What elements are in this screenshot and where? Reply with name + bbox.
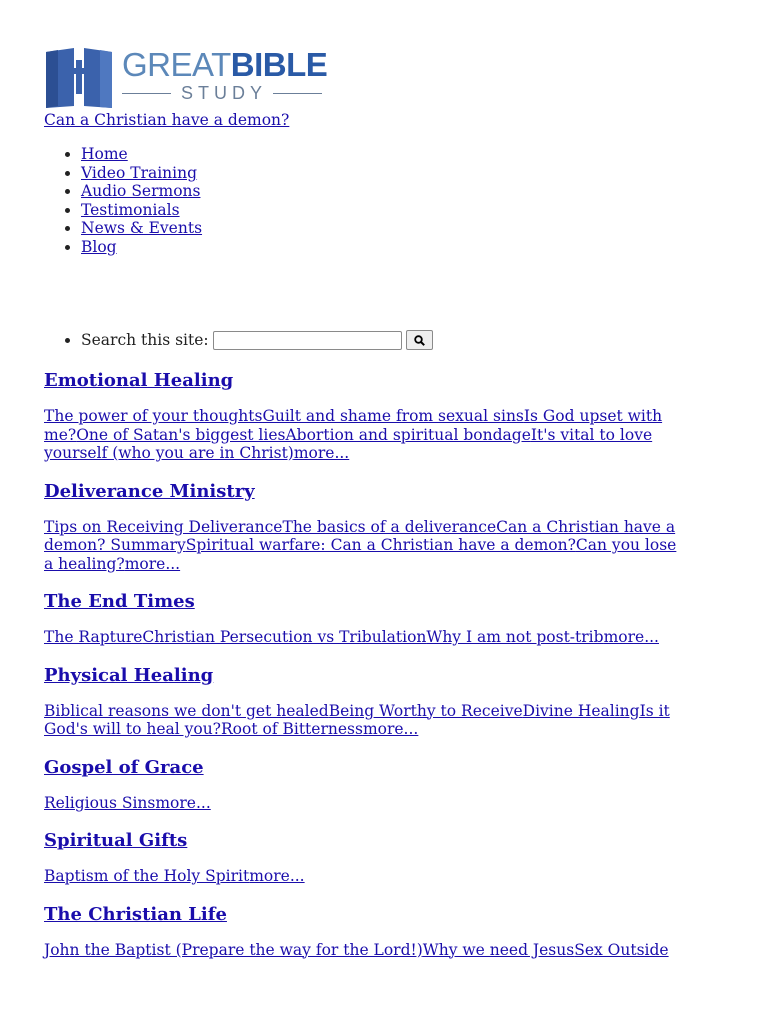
category-section — [44, 590, 689, 647]
logo-rule-right — [273, 93, 322, 94]
nav-link-blog[interactable]: Blog — [81, 237, 117, 256]
logo-word-great: GREAT — [122, 46, 231, 83]
nav-item — [81, 164, 202, 183]
category-list — [7, 352, 689, 959]
search-form — [81, 329, 731, 351]
category-heading — [44, 903, 689, 927]
category-title-link[interactable]: Deliverance Ministry — [44, 480, 255, 502]
more-link[interactable]: more... — [124, 554, 181, 573]
main-nav — [44, 145, 202, 256]
article-link[interactable]: Sex Outside — [574, 940, 669, 959]
nav-item — [81, 219, 202, 238]
nav-link-news-events[interactable]: News & Events — [81, 219, 203, 237]
category-links — [44, 702, 689, 739]
category-section — [44, 903, 689, 960]
nav-item — [81, 201, 202, 220]
article-link[interactable]: Root of Bitterness — [221, 720, 363, 738]
category-section — [44, 480, 689, 574]
search-label: • Search this site: — [81, 331, 209, 349]
article-link[interactable]: The Rapture — [44, 628, 143, 646]
nav-link-home[interactable]: Home — [81, 145, 128, 163]
category-section — [44, 829, 689, 886]
article-link[interactable]: Christian Persecution vs Tribulation — [142, 628, 427, 646]
nav-link-testimonials[interactable]: Testimonials — [81, 200, 180, 219]
sidebar — [44, 329, 731, 351]
logo-word-study: STUDY — [181, 82, 268, 103]
article-link[interactable]: Why we need Jesus — [422, 940, 575, 959]
category-title-link[interactable]: Emotional Healing — [44, 370, 234, 391]
article-link[interactable]: It's vital to love yourself (who you are in Christ) — [44, 425, 653, 462]
more-link[interactable]: more... — [362, 720, 419, 738]
category-section — [44, 756, 689, 813]
nav-link-audio-sermons[interactable]: Audio Sermons — [81, 182, 201, 200]
article-link[interactable]: John the Baptist (Prepare the way for the Lord!) — [44, 940, 423, 959]
logo-rule-left — [122, 93, 171, 94]
more-link[interactable]: more... — [249, 867, 305, 885]
category-title-link[interactable]: Gospel of Grace — [44, 756, 204, 778]
bible-cross-icon — [44, 46, 114, 110]
category-heading — [44, 480, 689, 504]
article-link[interactable]: The basics of a deliverance — [282, 517, 497, 536]
nav-item — [81, 182, 202, 201]
article-link[interactable]: Religious Sins — [44, 793, 156, 812]
article-link[interactable]: Why I am not post-trib — [426, 628, 604, 646]
category-heading — [44, 829, 689, 853]
category-title-link[interactable]: Physical Healing — [44, 664, 214, 686]
page-title-link[interactable]: Can a Christian have a demon? — [44, 111, 290, 129]
article-link[interactable]: Biblical reasons we don't get healed — [44, 701, 329, 720]
category-links — [44, 628, 689, 647]
category-title-link[interactable]: The End Times — [44, 591, 195, 612]
search-button[interactable] — [406, 330, 433, 350]
site-logo[interactable] — [44, 46, 329, 110]
category-heading — [44, 664, 689, 688]
category-links — [44, 941, 689, 960]
article-link[interactable]: Being Worthy to Receive — [328, 701, 523, 720]
article-link[interactable]: One of Satan's biggest lies — [76, 425, 286, 444]
category-heading — [44, 590, 689, 614]
article-link[interactable]: Can you lose a healing? — [44, 536, 677, 573]
category-heading — [44, 756, 689, 780]
more-link[interactable]: more... — [155, 793, 211, 812]
nav-link-video-training[interactable]: Video Training — [81, 163, 198, 182]
more-link[interactable]: more... — [603, 628, 659, 646]
nav-item — [81, 145, 202, 164]
article-link[interactable]: The power of your thoughts — [44, 407, 263, 425]
search-icon — [414, 335, 425, 346]
category-section — [44, 369, 689, 463]
logo-word-bible: BIBLE — [230, 46, 328, 83]
article-link[interactable]: Is it God's will to heal you? — [44, 701, 670, 738]
article-link[interactable]: Divine Healing — [522, 701, 640, 720]
category-links — [44, 867, 689, 886]
nav-item — [81, 238, 202, 257]
article-link[interactable]: Is God upset with me? — [44, 407, 663, 444]
category-title-link[interactable]: The Christian Life — [44, 903, 227, 925]
search-input[interactable] — [213, 331, 402, 350]
category-title-link[interactable]: Spiritual Gifts — [44, 830, 188, 851]
category-links — [44, 794, 689, 813]
more-link[interactable]: more... — [293, 444, 350, 462]
category-heading — [44, 369, 689, 393]
category-links — [44, 407, 689, 463]
article-link[interactable]: Guilt and shame from sexual sins — [262, 407, 524, 425]
article-link[interactable]: Tips on Receiving Deliverance — [44, 517, 283, 536]
article-link[interactable]: Baptism of the Holy Spirit — [44, 867, 250, 885]
logo-wordmark — [122, 47, 327, 83]
article-link[interactable]: Spiritual warfare: Can a Christian have a demon? — [185, 536, 576, 554]
category-links — [44, 518, 689, 574]
category-section — [44, 664, 689, 739]
search-item — [81, 329, 731, 351]
article-link[interactable]: Abortion and spiritual bondage — [285, 425, 531, 444]
article-link[interactable]: Can a Christian have a demon? Summary — [44, 517, 676, 554]
logo-subtitle — [122, 83, 322, 103]
